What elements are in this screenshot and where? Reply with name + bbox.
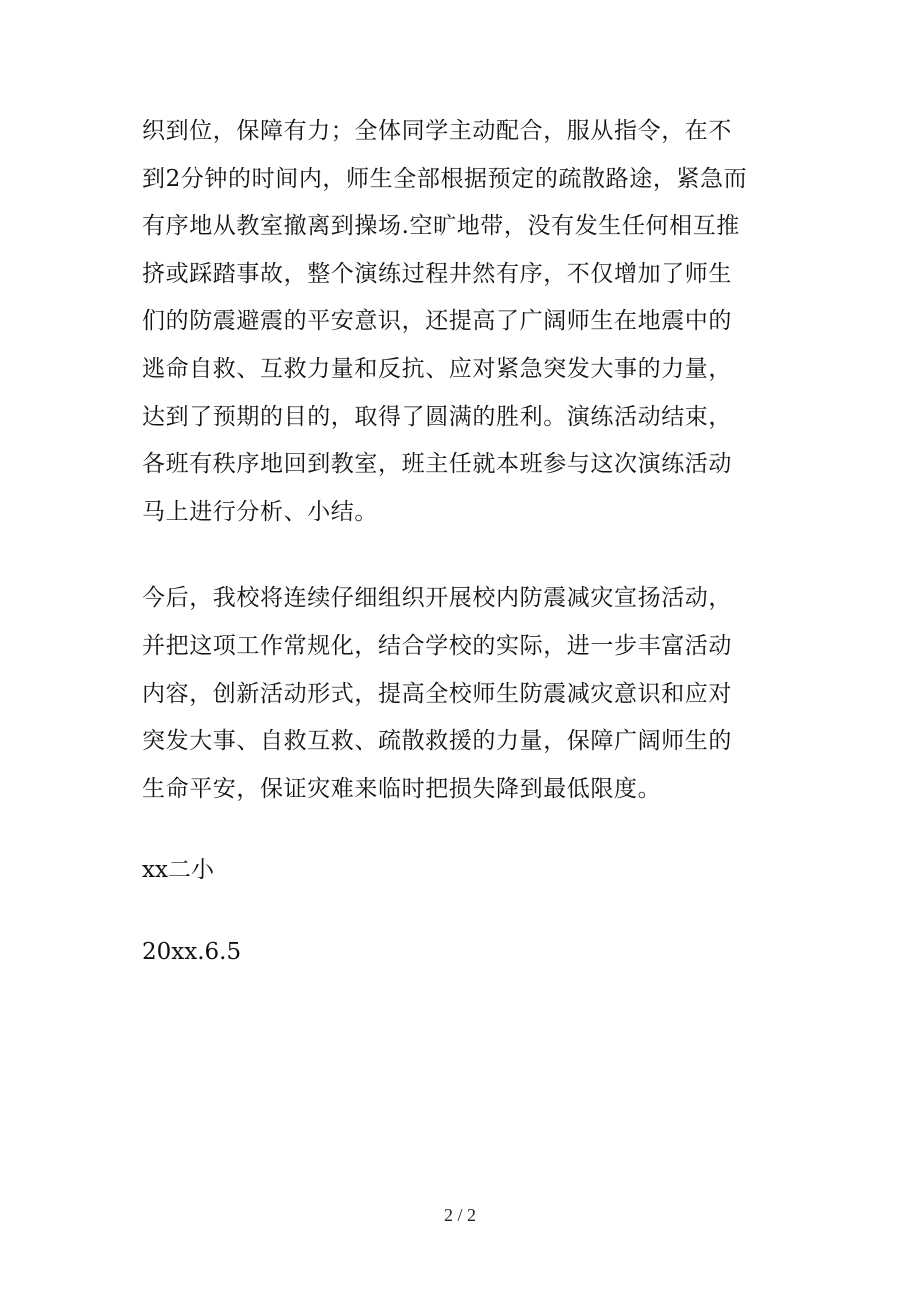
text-line: 内容，创新活动形式，提高全校师生防震减灾意识和应对 (142, 680, 732, 707)
text-line: 并把这项工作常规化，结合学校的实际，进一步丰富活动 (142, 632, 732, 659)
text-line: 们的防震避震的平安意识，还提高了广阔师生在地震中的 (142, 308, 732, 335)
text-line: 突发大事、自救互救、疏散救援的力量，保障广阔师生的 (142, 728, 732, 755)
text-line: 逃命自救、互救力量和反抗、应对紧急突发大事的力量， (142, 355, 732, 382)
document-body (142, 108, 782, 977)
paragraph-spacer (142, 536, 782, 575)
text-line: 达到了预期的目的，取得了圆满的胜利。演练活动结束， (142, 403, 732, 430)
signature-date: 20xx.6.5 (142, 938, 242, 965)
signature-organization: xx二小 (142, 857, 214, 884)
text-line: 各班有秩序地回到教室，班主任就本班参与这次演练活动 (142, 451, 732, 478)
text-line: 织到位，保障有力；全体同学主动配合，服从指令，在不 (142, 118, 732, 144)
text-line: 生命平安，保证灾难来临时把损失降到最低限度。 (142, 775, 662, 802)
text-line: 挤或踩踏事故，整个演练过程井然有序，不仅增加了师生 (142, 260, 732, 287)
paragraph-drill-summary (142, 108, 782, 536)
text-line: 有序地从教室撤离到操场.空旷地带，没有发生任何相互推 (142, 213, 740, 240)
paragraph-spacer (142, 813, 782, 847)
text-line: 马上进行分析、小结。 (142, 498, 378, 525)
paragraph-future-plans (142, 575, 782, 813)
text-line: 到2分钟的时间内，师生全部根据预定的疏散路途，紧急而 (142, 165, 748, 192)
paragraph-spacer (142, 895, 782, 929)
page-number: 2 / 2 (443, 1205, 476, 1225)
text-line: 今后，我校将连续仔细组织开展校内防震减灾宣扬活动， (142, 585, 732, 612)
